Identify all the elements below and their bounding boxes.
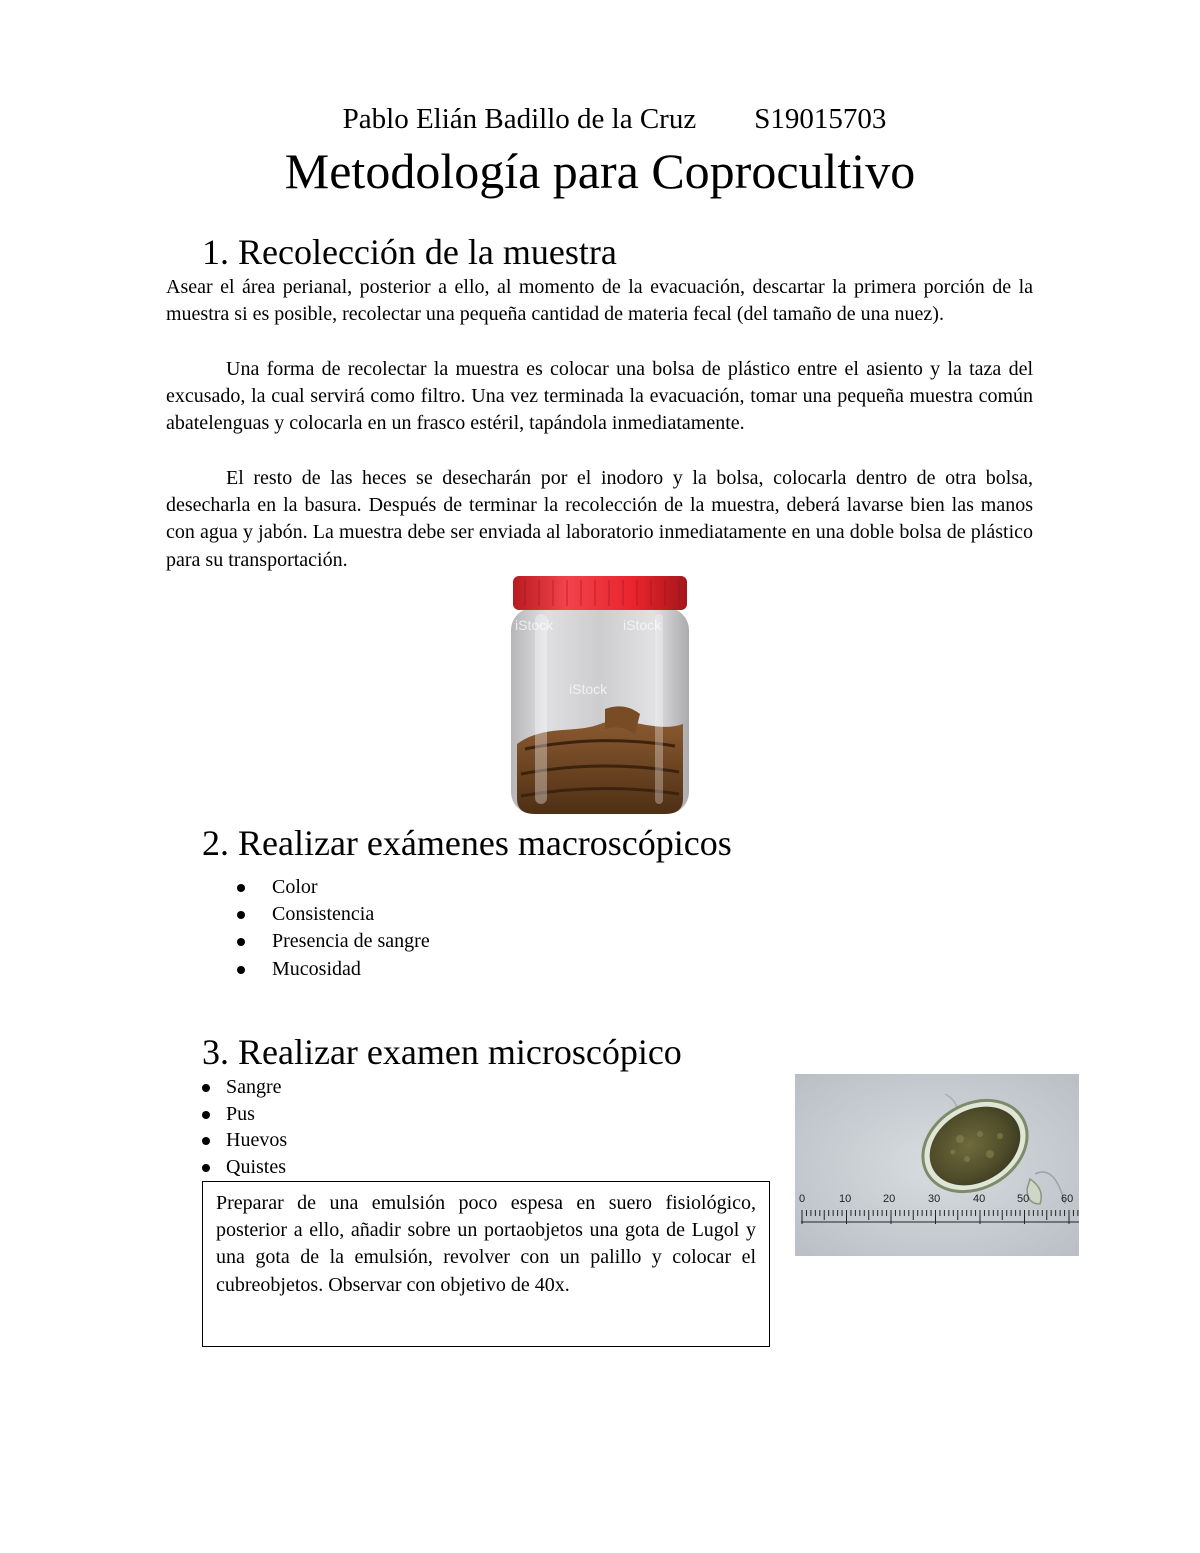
list-item: Pus: [198, 1101, 287, 1128]
microscope-egg-image: [795, 1074, 1079, 1256]
scale-label: 30: [928, 1193, 941, 1205]
section-3-heading: 3. Realizar examen microscópico: [202, 1032, 682, 1072]
paragraph-1: Asear el área perianal, posterior a ello, al momento de la evacuación, descartar la primera porción de la muestra si es posible, recolectar una pequeña cantidad de materia fecal (del tamaño de una nuez).: [166, 276, 1033, 326]
scale-label: 40: [973, 1193, 986, 1205]
watermark-1: iStock: [515, 617, 554, 633]
scale-label: 20: [883, 1193, 896, 1205]
list-item: Consistencia: [232, 901, 430, 928]
page-title: Metodología para Coprocultivo: [284, 143, 916, 199]
scale-label: 50: [1017, 1193, 1030, 1205]
list-item: Huevos: [198, 1127, 287, 1154]
list-item: Mucosidad: [232, 956, 430, 983]
watermark-3: iStock: [569, 681, 608, 697]
procedure-note-box: [202, 1181, 770, 1347]
scale-label: 60: [1061, 1193, 1074, 1205]
scale-label: 10: [839, 1193, 852, 1205]
section-1-heading: 1. Recolección de la muestra: [202, 232, 617, 272]
macro-exam-list: [232, 874, 430, 983]
list-item: Sangre: [198, 1074, 287, 1101]
list-item: Quistes: [198, 1154, 287, 1181]
list-item: Color: [232, 874, 430, 901]
list-item: Presencia de sangre: [232, 928, 430, 955]
watermark-2: iStock: [623, 617, 662, 633]
paragraph-3: El resto de las heces se desecharán por el inodoro y la bolsa, colocarla dentro de otra bolsa, desecharla en la basura. Después de terminar la recolección de la muestra, deberá lavarse bien las manos con agua y jabón. La muestra debe ser enviada al laboratorio inmediatamente en una doble bolsa de plástico para su transportación.: [166, 467, 1033, 571]
paragraph-2: Una forma de recolectar la muestra es colocar una bolsa de plástico entre el asiento y la taza del excusado, la cual servirá como filtro. Una vez terminada la evacuación, tomar una pequeña muestra común abatelenguas y colocarla en un frasco estéril, tapándola inmediatamente.: [166, 358, 1033, 435]
student-id: S19015703: [754, 103, 887, 135]
section-2-heading: 2. Realizar exámenes macroscópicos: [202, 823, 732, 863]
procedure-note: Preparar de una emulsión poco espesa en suero fisiológico, posterior a ello, añadir sobre un portaobjetos una gota de Lugol y una gota de la emulsión, revolver con un palillo y colocar el cubreobjetos. Observar con objetivo de 40x.: [216, 1192, 756, 1296]
author-name: Pablo Elián Badillo de la Cruz: [342, 103, 697, 135]
sample-jar-image: [505, 574, 695, 819]
micro-exam-list: [198, 1074, 287, 1180]
scale-label: 0: [799, 1193, 806, 1205]
